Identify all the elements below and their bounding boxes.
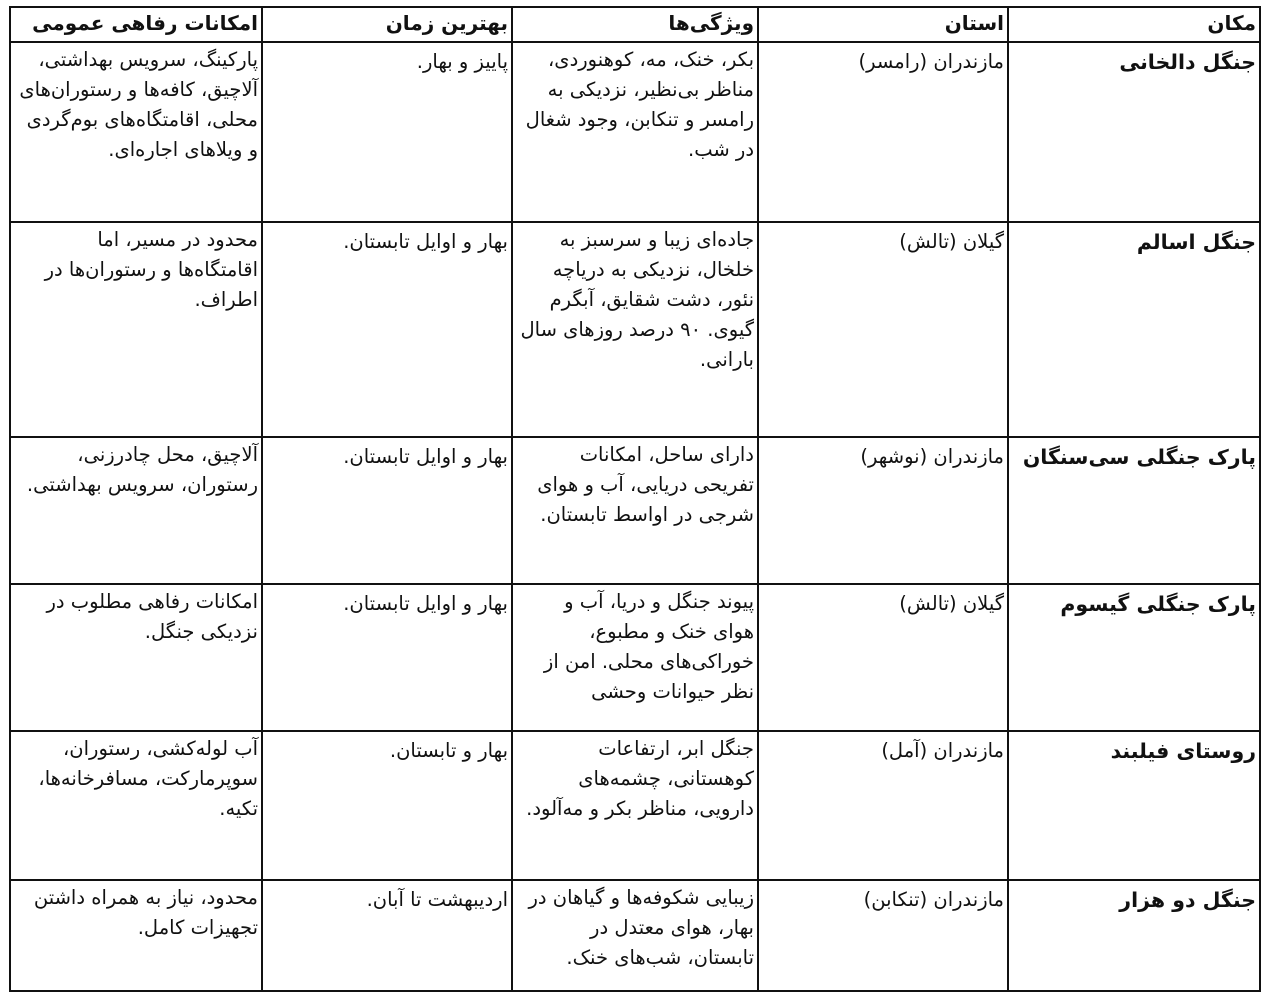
table-row	[10, 584, 1260, 731]
cell-amenities: آب لوله‌کشی، رستوران، سوپرمارکت، مسافرخانه‌ها، تکیه.	[10, 731, 262, 880]
table-row	[10, 437, 1260, 584]
cell-place: پارک جنگلی گیسوم	[1008, 584, 1260, 731]
cell-province: مازندران (تنکابن)	[758, 880, 1008, 991]
cell-features: بکر، خنک، مه، کوهنوردی، مناظر بی‌نظیر، نزدیکی به رامسر و تنکابن، وجود شغال در شب.	[512, 42, 758, 222]
cell-place: جنگل دو هزار	[1008, 880, 1260, 991]
cell-amenities: آلاچیق، محل چادرزنی، رستوران، سرویس بهداشتی.	[10, 437, 262, 584]
cell-features: دارای ساحل، امکانات تفریحی دریایی، آب و هوای شرجی در اواسط تابستان.	[512, 437, 758, 584]
forest-destinations-table	[9, 6, 1261, 992]
cell-best-time: بهار و اوایل تابستان.	[262, 222, 512, 437]
cell-amenities: محدود در مسیر، اما اقامتگاه‌ها و رستوران‌ها در اطراف.	[10, 222, 262, 437]
cell-best-time: بهار و اوایل تابستان.	[262, 584, 512, 731]
table-row	[10, 222, 1260, 437]
header-best-time: بهترین زمان	[262, 7, 512, 42]
cell-amenities: پارکینگ، سرویس بهداشتی، آلاچیق، کافه‌ها و رستوران‌های محلی، اقامتگاه‌های بوم‌گردی و ویلاهای اجاره‌ای.	[10, 42, 262, 222]
cell-province: مازندران (نوشهر)	[758, 437, 1008, 584]
table-row	[10, 731, 1260, 880]
table-row	[10, 880, 1260, 991]
cell-province: مازندران (رامسر)	[758, 42, 1008, 222]
cell-place: پارک جنگلی سی‌سنگان	[1008, 437, 1260, 584]
cell-best-time: بهار و تابستان.	[262, 731, 512, 880]
header-features: ویژگی‌ها	[512, 7, 758, 42]
cell-province: گیلان (تالش)	[758, 222, 1008, 437]
cell-best-time: بهار و اوایل تابستان.	[262, 437, 512, 584]
cell-amenities: محدود، نیاز به همراه داشتن تجهیزات کامل.	[10, 880, 262, 991]
cell-best-time: پاییز و بهار.	[262, 42, 512, 222]
cell-features: جاده‌ای زیبا و سرسبز به خلخال، نزدیکی به دریاچه نئور، دشت شقایق، آبگرم گیوی. ۹۰ درصد روزهای سال بارانی.	[512, 222, 758, 437]
cell-province: گیلان (تالش)	[758, 584, 1008, 731]
cell-best-time: اردیبهشت تا آبان.	[262, 880, 512, 991]
cell-amenities: امکانات رفاهی مطلوب در نزدیکی جنگل.	[10, 584, 262, 731]
cell-province: مازندران (آمل)	[758, 731, 1008, 880]
header-province: استان	[758, 7, 1008, 42]
cell-place: جنگل اسالم	[1008, 222, 1260, 437]
cell-place: جنگل دالخانی	[1008, 42, 1260, 222]
cell-features: پیوند جنگل و دریا، آب و هوای خنک و مطبوع، خوراکی‌های محلی. امن از نظر حیوانات وحشی	[512, 584, 758, 731]
header-amenities: امکانات رفاهی عمومی	[10, 7, 262, 42]
table-header-row	[10, 7, 1260, 42]
cell-place: روستای فیلبند	[1008, 731, 1260, 880]
cell-features: جنگل ابر، ارتفاعات کوهستانی، چشمه‌های دارویی، مناظر بکر و مه‌آلود.	[512, 731, 758, 880]
header-place: مکان	[1008, 7, 1260, 42]
travel-table-sheet	[9, 6, 1261, 992]
table-row	[10, 42, 1260, 222]
cell-features: زیبایی شکوفه‌ها و گیاهان در بهار، هوای معتدل در تابستان، شب‌های خنک.	[512, 880, 758, 991]
